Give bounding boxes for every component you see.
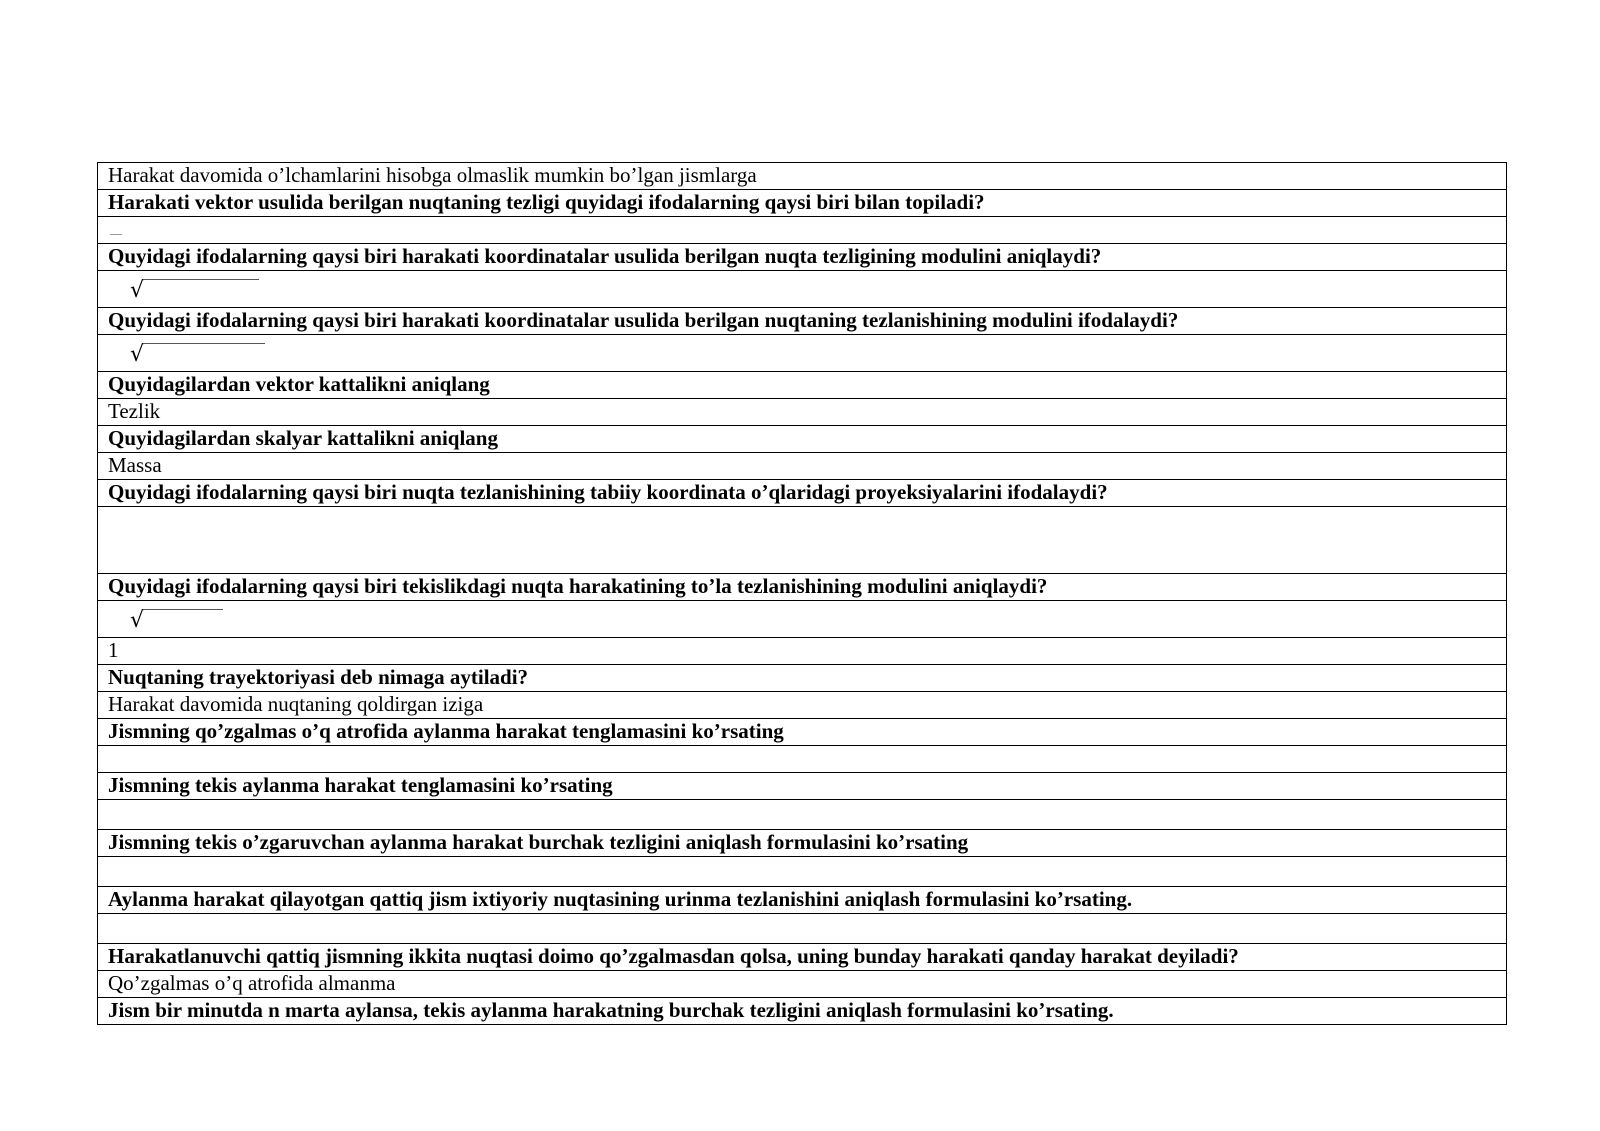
question-answer-table (97, 162, 1507, 1025)
answer-cell: Harakat davomida nuqtaning qoldirgan iziga (98, 692, 1507, 719)
table-row (98, 372, 1507, 399)
square-root-symbol: √ (130, 608, 145, 633)
table-row (98, 665, 1507, 692)
table-row (98, 746, 1507, 773)
answer-cell (98, 746, 1507, 773)
square-root-symbol: √ (130, 278, 145, 303)
formula-cell (98, 601, 1507, 638)
answer-cell: Qo’zgalmas o’q atrofida almanma (98, 971, 1507, 998)
table-row (98, 399, 1507, 426)
answer-cell: Massa (98, 453, 1507, 480)
table-row (98, 719, 1507, 746)
question-cell: Quyidagi ifodalarning qaysi biri harakati koordinatalar usulida berilgan nuqtaning tezlanishining modulini ifodalaydi? (98, 308, 1507, 335)
table-row (98, 971, 1507, 998)
formula-cell (98, 271, 1507, 308)
answer-cell (98, 800, 1507, 830)
question-cell: Quyidagi ifodalarning qaysi biri nuqta tezlanishining tabiiy koordinata o’qlaridagi proyeksiyalarini ifodalaydi? (98, 480, 1507, 507)
table-row (98, 773, 1507, 800)
table-row (98, 480, 1507, 507)
question-cell: Jism bir minutda n marta aylansa, tekis aylanma harakatning burchak tezligini aniqlash formulasini ko’rsating. (98, 998, 1507, 1025)
square-root-formula (130, 341, 144, 369)
table-row (98, 692, 1507, 719)
square-root-formula (130, 277, 144, 305)
table-row (98, 271, 1507, 308)
table-row (98, 914, 1507, 944)
answer-cell: 1 (98, 638, 1507, 665)
question-cell: Quyidagilardan skalyar kattalikni aniqlang (98, 426, 1507, 453)
table-row (98, 507, 1507, 574)
question-cell: Nuqtaning trayektoriyasi deb nimaga aytiladi? (98, 665, 1507, 692)
table-row (98, 944, 1507, 971)
question-cell: Jismning tekis o’zgaruvchan aylanma harakat burchak tezligini aniqlash formulasini ko’rsating (98, 830, 1507, 857)
table-row (98, 217, 1507, 244)
answer-cell: Tezlik (98, 399, 1507, 426)
table-row (98, 857, 1507, 887)
table-row (98, 830, 1507, 857)
square-root-symbol: √ (130, 342, 145, 367)
table-row (98, 335, 1507, 372)
table-row (98, 453, 1507, 480)
answer-cell: Harakat davomida o’lchamlarini hisobga olmaslik mumkin bo’lgan jismlarga (98, 163, 1507, 190)
answer-cell (98, 217, 1507, 244)
question-cell: Quyidagi ifodalarning qaysi biri harakati koordinatalar usulida berilgan nuqta tezligining modulini aniqlaydi? (98, 244, 1507, 271)
question-cell: Quyidagi ifodalarning qaysi biri tekislikdagi nuqta harakatining to’la tezlanishining modulini aniqlaydi? (98, 574, 1507, 601)
radical-bar (143, 279, 259, 280)
table-row (98, 800, 1507, 830)
table-row (98, 574, 1507, 601)
table-row (98, 998, 1507, 1025)
question-cell: Quyidagilardan vektor kattalikni aniqlang (98, 372, 1507, 399)
table-row (98, 601, 1507, 638)
question-cell: Jismning qo’zgalmas o’q atrofida aylanma harakat tenglamasini ko’rsating (98, 719, 1507, 746)
answer-cell (98, 507, 1507, 574)
table-row (98, 308, 1507, 335)
table-row (98, 887, 1507, 914)
formula-cell (98, 335, 1507, 372)
radical-bar (143, 609, 223, 610)
table-row (98, 244, 1507, 271)
table-row (98, 426, 1507, 453)
question-cell: Harakatlanuvchi qattiq jismning ikkita nuqtasi doimo qo’zgalmasdan qolsa, uning bunday harakati qanday harakat deyiladi? (98, 944, 1507, 971)
question-cell: Harakati vektor usulida berilgan nuqtaning tezligi quyidagi ifodalarning qaysi biri bilan topiladi? (98, 190, 1507, 217)
radical-bar (143, 343, 265, 344)
question-cell: Jismning tekis aylanma harakat tenglamasini ko’rsating (98, 773, 1507, 800)
square-root-formula (130, 607, 144, 635)
answer-cell (98, 914, 1507, 944)
answer-cell (98, 857, 1507, 887)
table-row (98, 163, 1507, 190)
table-row (98, 638, 1507, 665)
question-cell: Aylanma harakat qilayotgan qattiq jism ixtiyoriy nuqtasining urinma tezlanishini aniqlash formulasini ko’rsating. (98, 887, 1507, 914)
table-row (98, 190, 1507, 217)
